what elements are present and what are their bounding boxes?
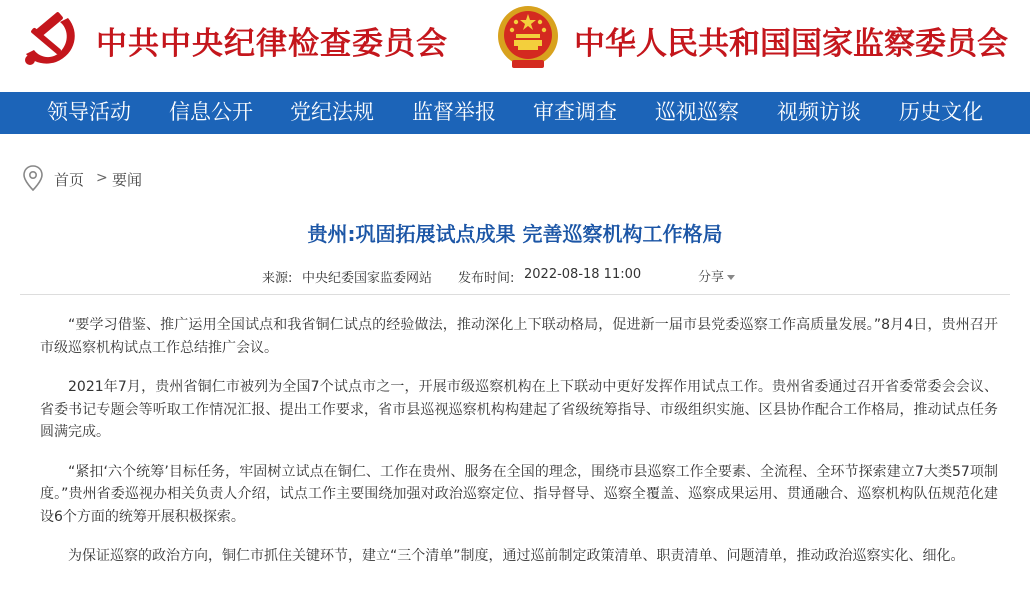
nav-item-investigation[interactable]: 审查调查 [533,100,617,124]
share-label: 分享 [698,270,725,285]
source-value: 中央纪委国家监委网站 [302,271,433,286]
date-label: 发布时间: [458,271,515,286]
breadcrumb-home-link[interactable]: 首页 [54,171,85,189]
nav-item-video[interactable]: 视频访谈 [777,100,861,124]
site-header [0,0,1030,92]
share-button[interactable] [698,266,735,285]
nav-item-report[interactable]: 监督举报 [412,100,496,124]
breadcrumb-separator: > [96,170,108,186]
location-pin-icon [22,164,44,192]
nav-item-history[interactable]: 历史文化 [899,100,983,124]
nav-item-inspection[interactable]: 巡视巡察 [655,100,739,124]
breadcrumb-current-link[interactable]: 要闻 [112,171,143,189]
hammer-sickle-icon[interactable] [20,10,82,72]
article-body [40,314,998,585]
main-nav [0,92,1030,134]
article-paragraph: “要学习借鉴、推广运用全国试点和我省铜仁试点的经验做法，推动深化上下联动格局，促进新一届市县党委巡察工作高质量发展。”8月4日，贵州召开市级巡察机构试点工作总结推广会议。 [40,317,998,356]
article-title: 贵州:巩固拓展试点成果 完善巡察机构工作格局 [307,222,723,246]
nav-item-info-disclosure[interactable]: 信息公开 [169,100,253,124]
meta-divider [20,294,1010,295]
publish-date: 2022-08-18 11:00 [524,267,642,282]
nav-item-leadership[interactable]: 领导活动 [47,100,131,124]
nsc-title[interactable]: 中华人民共和国国家监察委员会 [574,26,1008,62]
national-emblem-icon[interactable] [496,4,560,70]
article-paragraph: 为保证巡察的政治方向，铜仁市抓住关键环节，建立“三个清单”制度，通过巡前制定政策清单、职责清单、问题清单，推动政治巡察实化、细化。 [68,548,965,564]
source-label: 来源: [262,271,293,286]
article-paragraph: 2021年7月，贵州省铜仁市被列为全国7个试点市之一，开展市级巡察机构在上下联动中更好发挥作用试点工作。贵州省委通过召开省委常委会会议、省委书记专题会等听取工作情况汇报、提出工作要求，省市县巡视巡察机构构建起了省级统筹指导、市级组织实施、区县协作配合工作格局，推动试点任务圆满完成。 [40,379,998,440]
caret-down-icon [727,275,735,280]
article-paragraph: “紧扣‘六个统筹’目标任务，牢固树立试点在铜仁、工作在贵州、服务在全国的理念，围绕市县巡察工作全要素、全流程、全环节探索建立7大类57项制度。”贵州省委巡视办相关负责人介绍，试点工作主要围绕加强对政治巡察定位、指导督导、巡察全覆盖、巡察成果运用、贯通融合、巡察机构队伍规范化建设6个方面的统筹开展积极探索。 [40,463,998,525]
nav-item-regulations[interactable]: 党纪法规 [290,100,374,124]
ccdi-title[interactable]: 中共中央纪律检查委员会 [96,26,448,62]
